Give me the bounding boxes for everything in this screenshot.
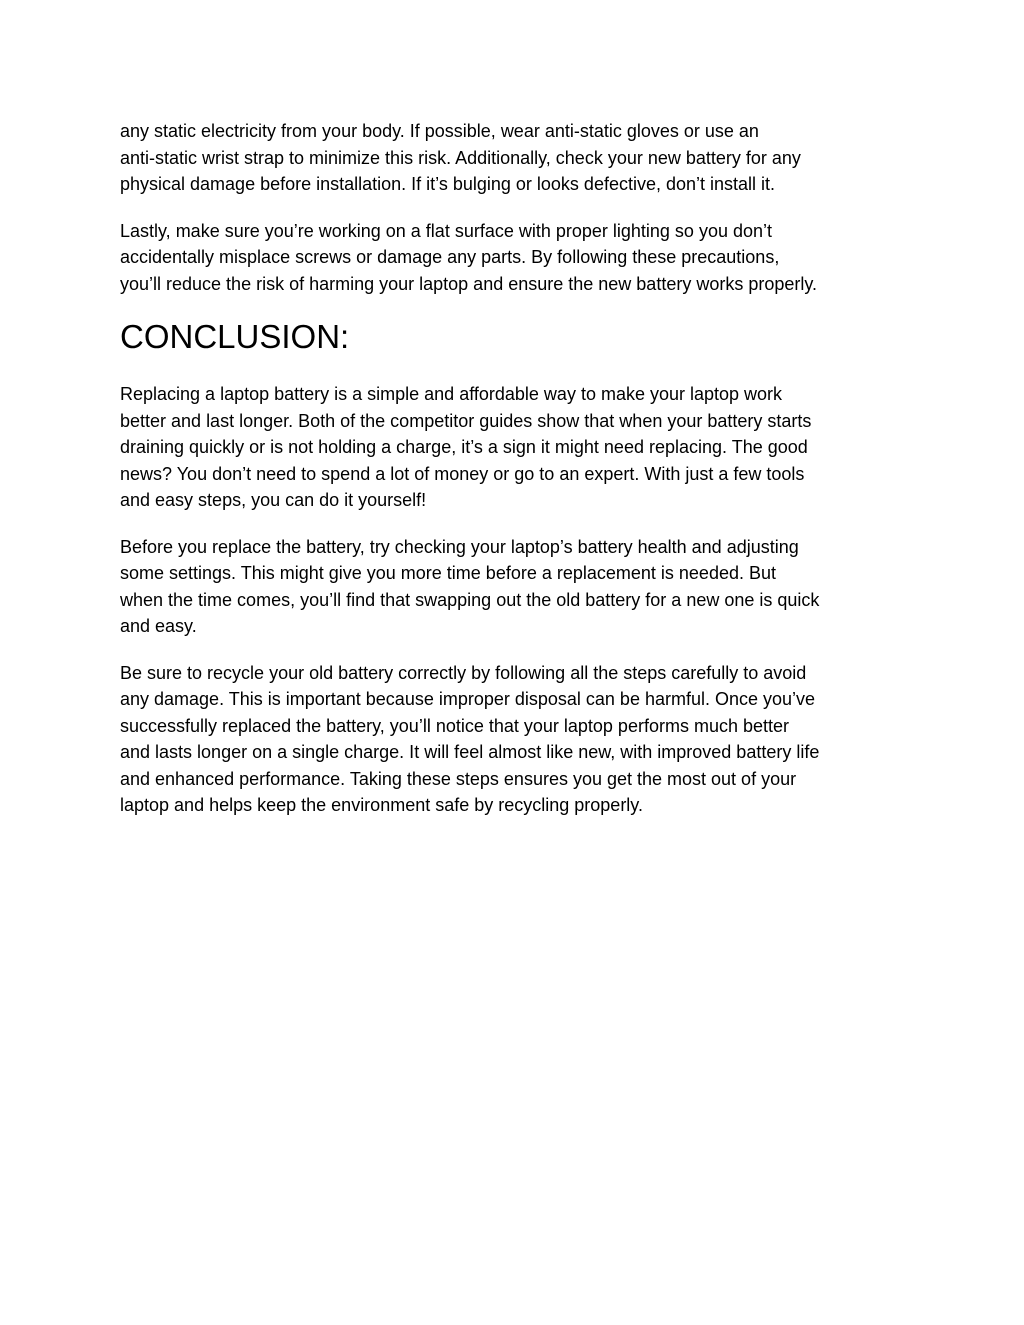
paragraph-conclusion-intro	[120, 381, 910, 514]
text-line: news? You don’t need to spend a lot of money or go to an expert. With just a few tools	[120, 463, 805, 484]
text-line: and easy steps, you can do it yourself!	[120, 490, 427, 510]
section-heading-conclusion: CONCLUSION:	[120, 318, 350, 355]
paragraph-recycle	[120, 660, 910, 819]
text-line: and lasts longer on a single charge. It will feel almost like new, with improved battery life	[120, 742, 820, 762]
text-line: physical damage before installation. If it’s bulging or looks defective, don’t install it.	[120, 174, 776, 194]
text-line: accidentally misplace screws or damage any parts. By following these precautions,	[120, 247, 780, 267]
text-line: Be sure to recycle your old battery correctly by following all the steps carefully to avoid	[120, 662, 807, 683]
text-line: draining quickly or is not holding a charge, it’s a sign it might need replacing. The good	[120, 437, 808, 457]
text-line: and easy.	[120, 616, 197, 636]
document-page	[120, 118, 910, 839]
text-line: successfully replaced the battery, you’ll notice that your laptop performs much better	[120, 715, 789, 736]
text-line: better and last longer. Both of the competitor guides show that when your battery starts	[120, 410, 812, 431]
text-line: when the time comes, you’ll find that swapping out the old battery for a new one is quick	[120, 589, 820, 610]
text-line: anti-static wrist strap to minimize this risk. Additionally, check your new battery for any	[120, 147, 801, 168]
text-line: any static electricity from your body. If possible, wear anti-static gloves or use an	[120, 121, 759, 141]
paragraph-work-surface	[120, 218, 910, 298]
text-line: you’ll reduce the risk of harming your laptop and ensure the new battery works properly.	[120, 273, 818, 294]
text-line: Before you replace the battery, try checking your laptop’s battery health and adjusting	[120, 536, 799, 557]
paragraph-static-precautions	[120, 118, 910, 198]
text-line: any damage. This is important because improper disposal can be harmful. Once you’ve	[120, 689, 816, 709]
text-line: some settings. This might give you more time before a replacement is needed. But	[120, 563, 776, 583]
text-line: Lastly, make sure you’re working on a flat surface with proper lighting so you don’t	[120, 220, 772, 241]
text-line: Replacing a laptop battery is a simple and affordable way to make your laptop work	[120, 384, 783, 404]
text-line: laptop and helps keep the environment safe by recycling properly.	[120, 795, 643, 815]
text-line: and enhanced performance. Taking these steps ensures you get the most out of your	[120, 768, 797, 789]
paragraph-battery-health	[120, 534, 910, 640]
